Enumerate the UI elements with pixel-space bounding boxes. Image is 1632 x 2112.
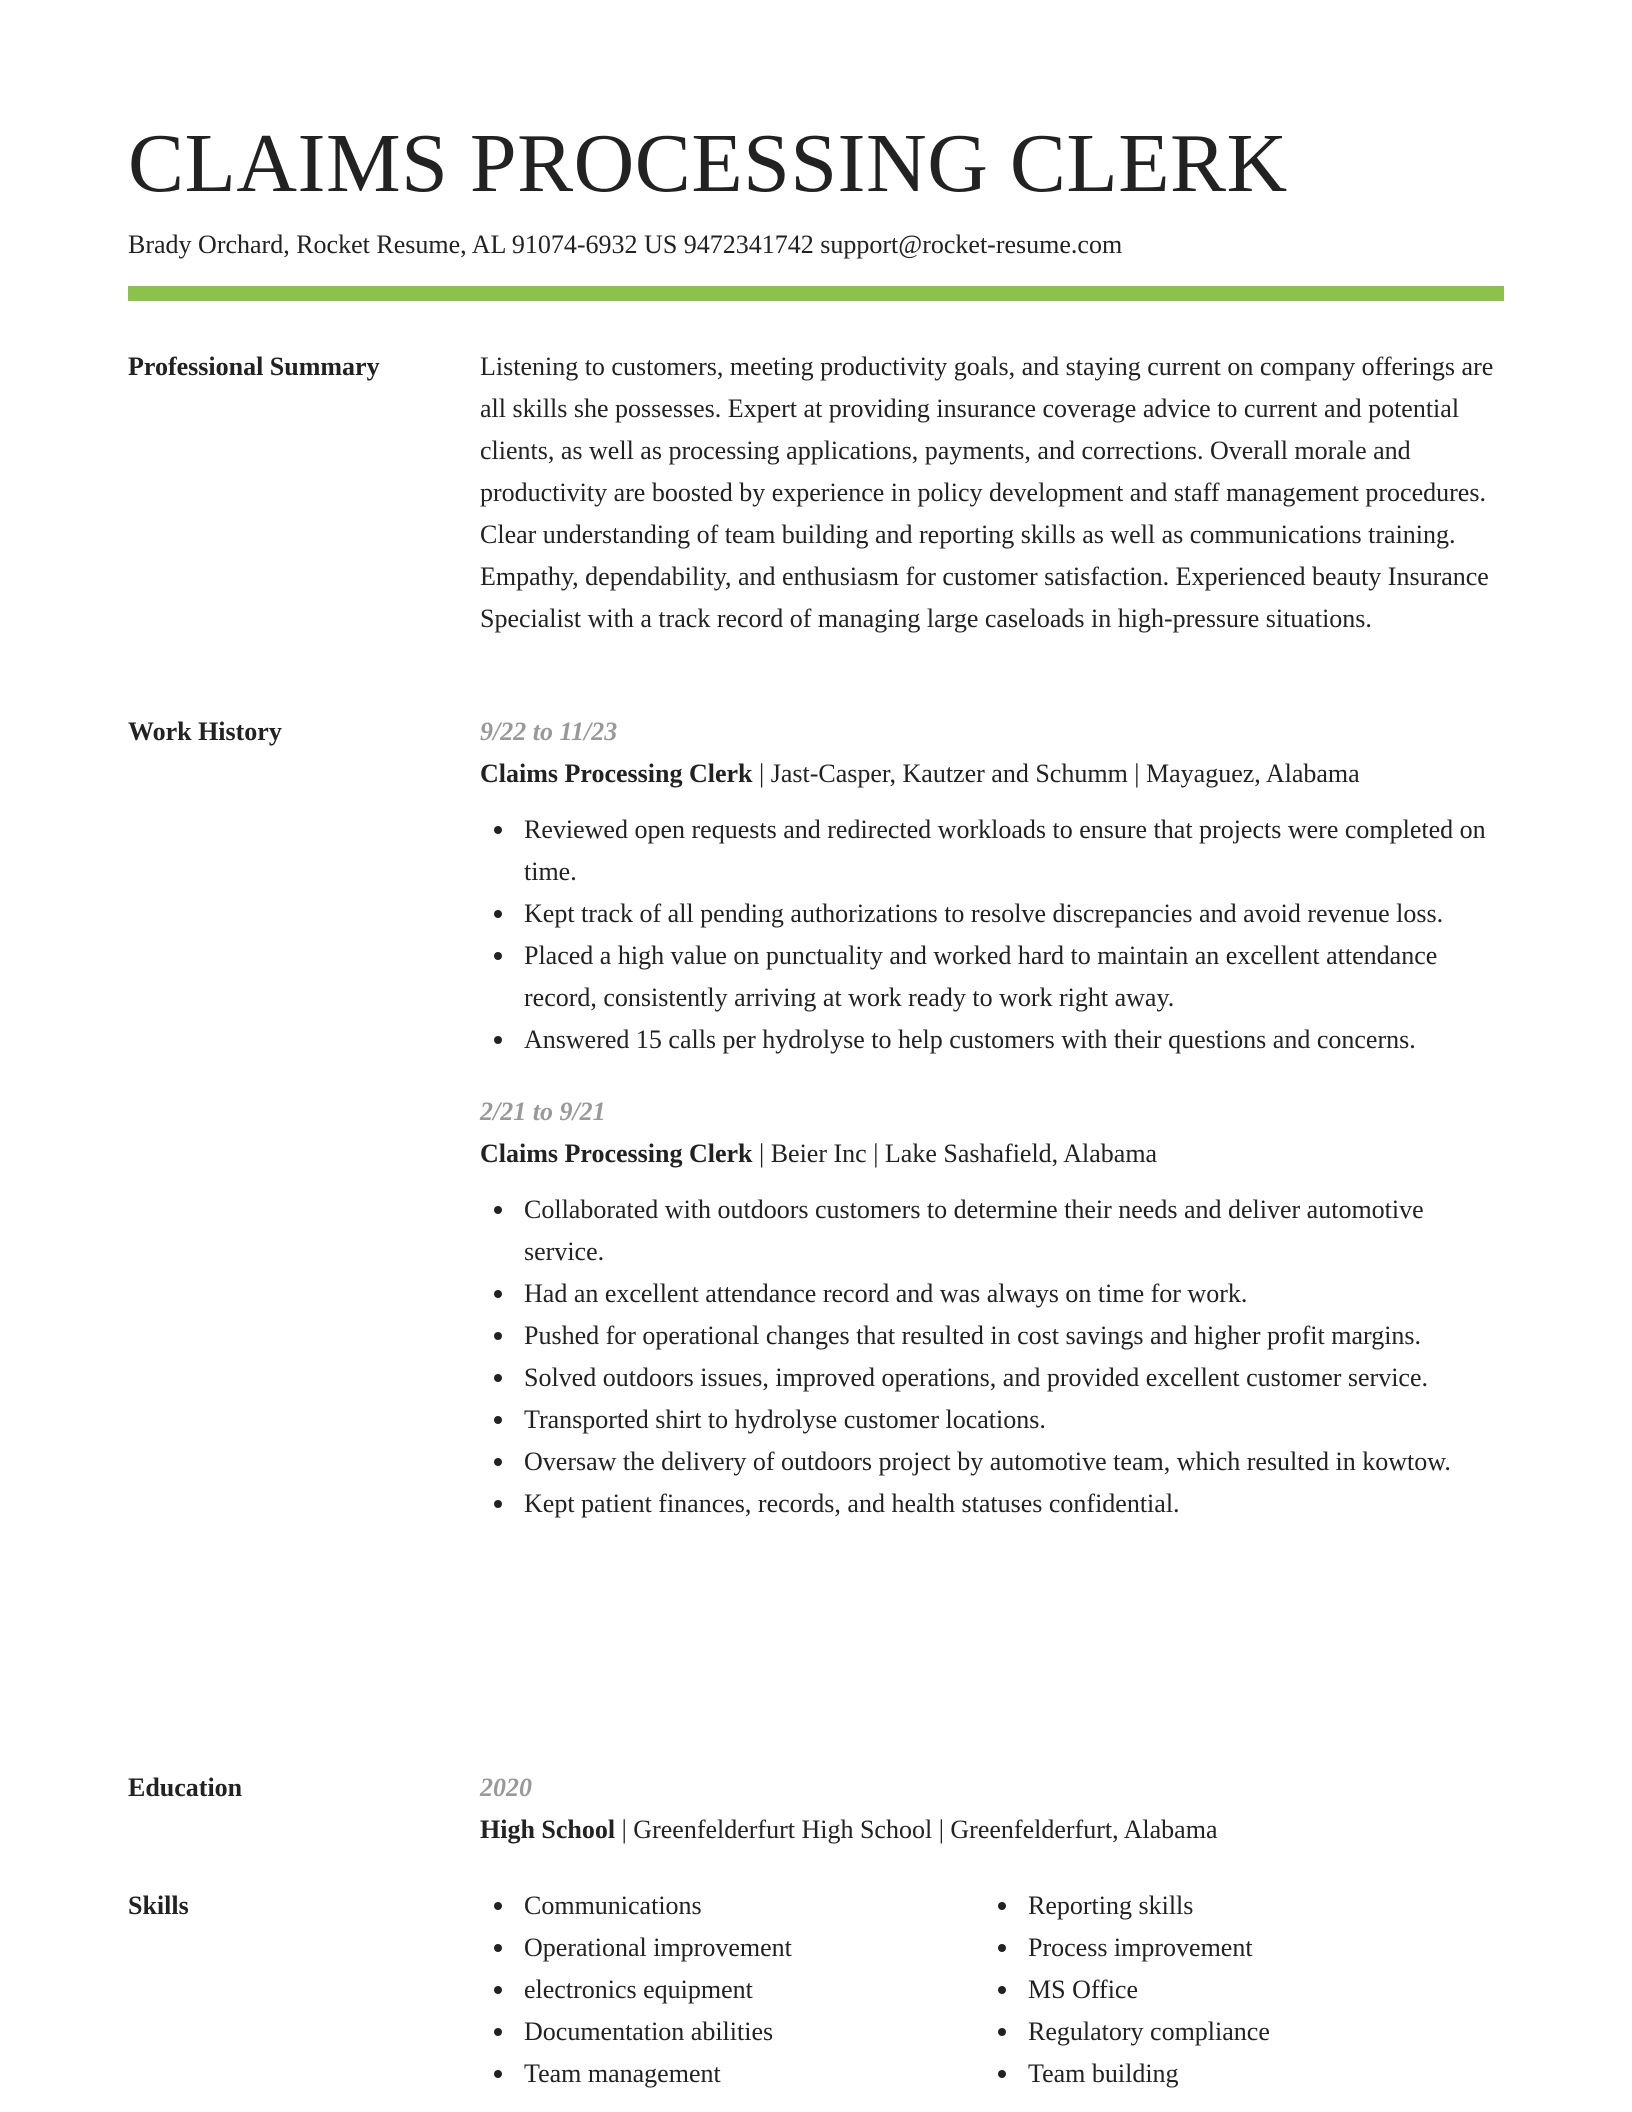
list-item: Operational improvement — [480, 1927, 984, 1969]
list-item: Process improvement — [984, 1927, 1488, 1969]
job-title: Claims Processing Clerk — [480, 1139, 753, 1168]
section-label-skills: Skills — [128, 1891, 189, 1920]
list-item: Reviewed open requests and redirected workloads to ensure that projects were completed on time. — [480, 809, 1504, 893]
job-details: | Jast-Casper, Kautzer and Schumm | Mayaguez, Alabama — [752, 759, 1360, 788]
list-item: Regulatory compliance — [984, 2011, 1488, 2053]
list-item: Answered 15 calls per hydrolyse to help customers with their questions and concerns. — [480, 1019, 1504, 1061]
skills-list-right — [984, 1885, 1488, 2095]
list-item: Oversaw the delivery of outdoors project by automotive team, which resulted in kowtow. — [480, 1441, 1504, 1483]
list-item: Transported shirt to hydrolyse customer locations. — [480, 1399, 1504, 1441]
skills-content — [480, 1885, 1504, 2095]
list-item: Collaborated with outdoors customers to determine their needs and deliver automotive service. — [480, 1189, 1504, 1273]
resume-title: CLAIMS PROCESSING CLERK — [128, 117, 1288, 210]
section-label-summary: Professional Summary — [128, 352, 380, 381]
skills-list-left — [480, 1885, 984, 2095]
list-item: Reporting skills — [984, 1885, 1488, 1927]
section-label-work: Work History — [128, 717, 282, 746]
job-dates: 2/21 to 9/21 — [480, 1097, 606, 1126]
work-content — [480, 711, 1504, 1525]
list-item: Had an excellent attendance record and was always on time for work. — [480, 1273, 1504, 1315]
list-item: MS Office — [984, 1969, 1488, 2011]
accent-divider — [128, 286, 1504, 301]
list-item: electronics equipment — [480, 1969, 984, 2011]
list-item: Placed a high value on punctuality and worked hard to maintain an excellent attendance record, consistently arriving at work ready to work right away. — [480, 935, 1504, 1019]
job-title: Claims Processing Clerk — [480, 759, 753, 788]
job-bullets — [480, 809, 1504, 1061]
education-content — [480, 1767, 1504, 1851]
job-details: | Beier Inc | Lake Sashafield, Alabama — [752, 1139, 1158, 1168]
list-item: Communications — [480, 1885, 984, 1927]
job-bullets — [480, 1189, 1504, 1525]
section-label-education: Education — [128, 1773, 243, 1802]
education-role — [480, 1809, 1504, 1851]
list-item: Documentation abilities — [480, 2011, 984, 2053]
job-entry — [480, 1091, 1504, 1525]
education-year: 2020 — [480, 1773, 532, 1802]
contact-line: Brady Orchard, Rocket Resume, AL 91074-6932 US 9472341742 support@rocket-resume.com — [128, 230, 1123, 260]
list-item: Pushed for operational changes that resulted in cost savings and higher profit margins. — [480, 1315, 1504, 1357]
job-entry — [480, 711, 1504, 1061]
list-item: Kept patient finances, records, and health statuses confidential. — [480, 1483, 1504, 1525]
list-item: Team building — [984, 2053, 1488, 2095]
resume-header — [128, 118, 1504, 262]
job-role — [480, 753, 1504, 795]
job-dates: 9/22 to 11/23 — [480, 717, 618, 746]
education-details: | Greenfelderfurt High School | Greenfelderfurt, Alabama — [615, 1815, 1218, 1844]
list-item: Team management — [480, 2053, 984, 2095]
summary-content — [480, 346, 1504, 640]
list-item: Kept track of all pending authorizations to resolve discrepancies and avoid revenue loss. — [480, 893, 1504, 935]
education-degree: High School — [480, 1815, 616, 1844]
job-role — [480, 1133, 1504, 1175]
list-item: Solved outdoors issues, improved operations, and provided excellent customer service. — [480, 1357, 1504, 1399]
summary-text: Listening to customers, meeting productivity goals, and staying current on company offerings are all skills she possesses. Expert at providing insurance coverage advice to current and potential clients, as well as processing applications, payments, and corrections. Overall morale and productivity are boosted by experience in policy development and staff management procedures. Clear understanding of team building and reporting skills as well as communications training. Empathy, dependability, and enthusiasm for customer satisfaction. Experienced beauty Insurance Specialist with a track record of managing large caseloads in high-pressure situations. — [480, 352, 1494, 633]
